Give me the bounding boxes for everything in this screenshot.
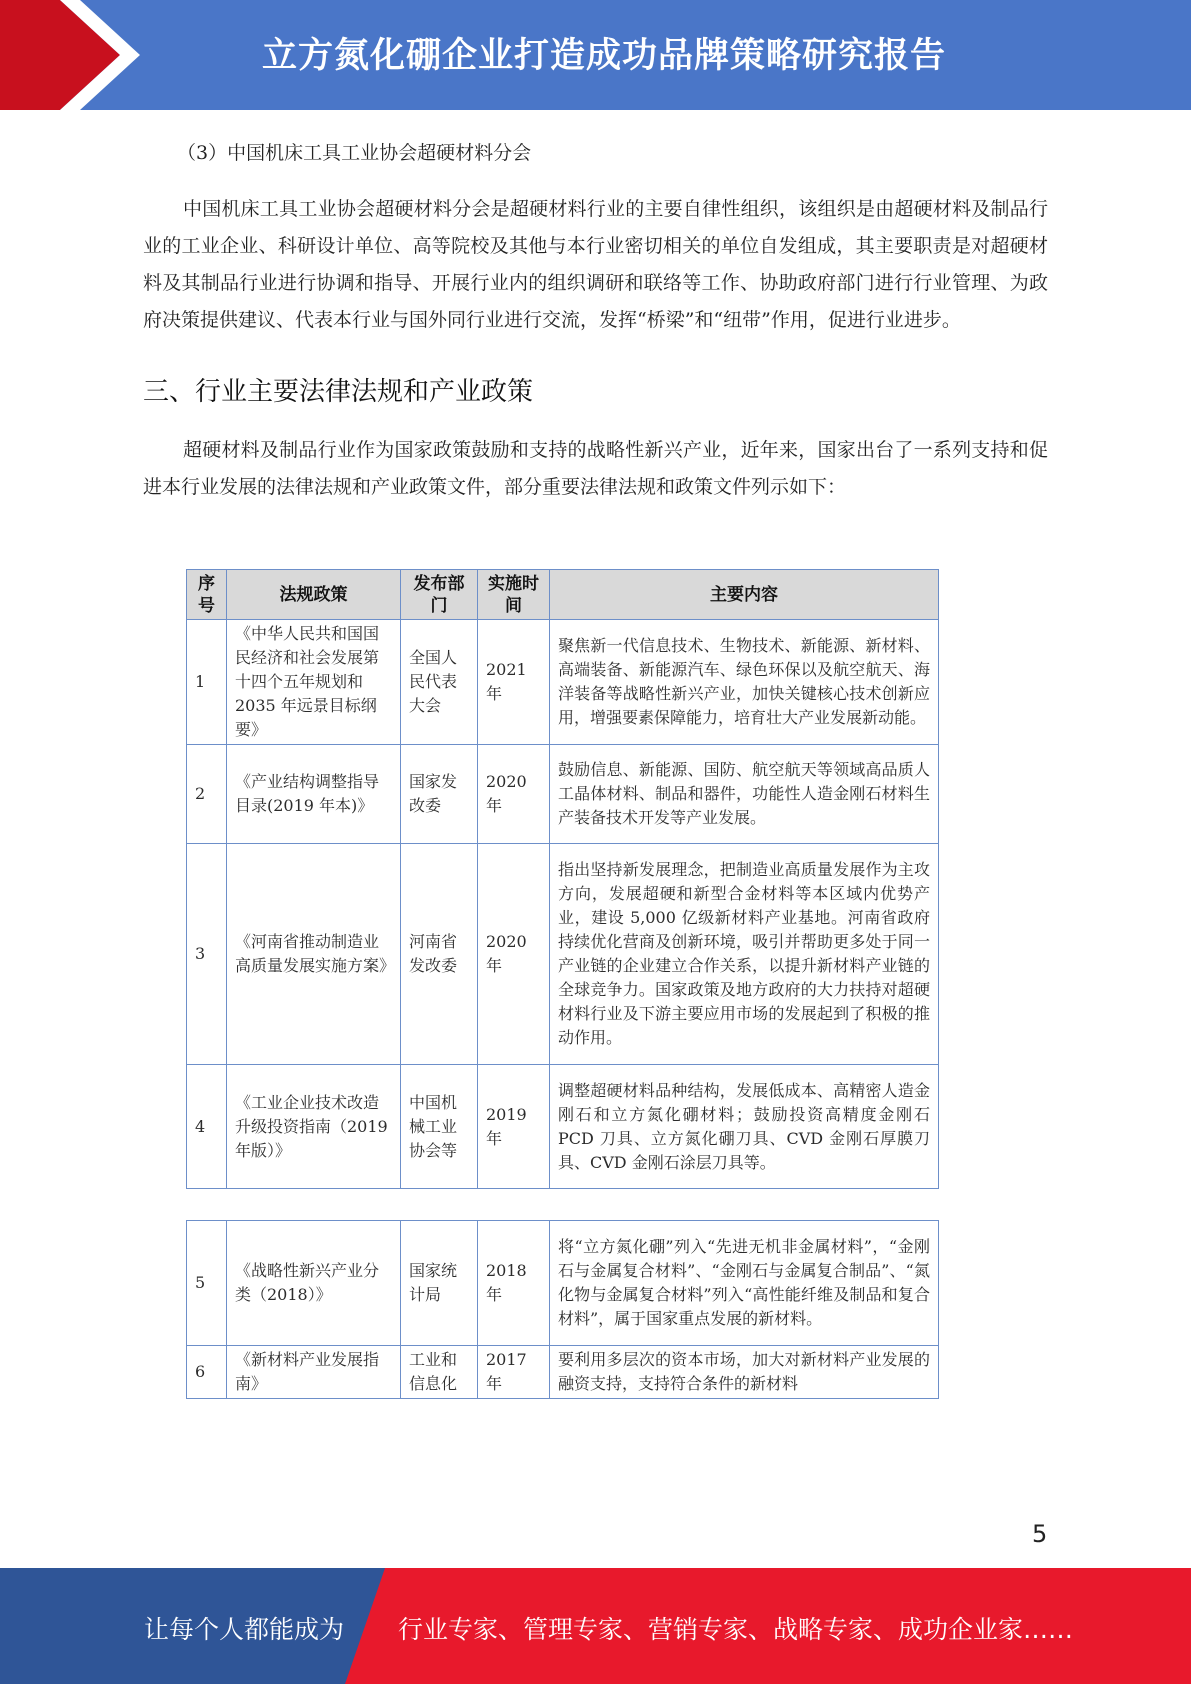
table-row	[187, 1221, 939, 1346]
header-policy: 法规政策	[227, 570, 401, 620]
policy-table	[186, 569, 939, 1189]
row-content: 将“立方氮化硼”列入“先进无机非金属材料”，“金刚石与金属复合材料”、“金刚石与金属复合制品”、“氮化物与金属复合材料”列入“高性能纤维及制品和复合材料”，属于国家重点发展的新材料。	[550, 1221, 939, 1346]
table-row	[187, 1346, 939, 1399]
header-no: 序号	[187, 570, 227, 620]
row-dept: 河南省发改委	[401, 844, 478, 1065]
row-policy: 《产业结构调整指导目录(2019 年本)》	[227, 745, 401, 844]
table-row	[187, 844, 939, 1065]
row-dept: 中国机械工业协会等	[401, 1065, 478, 1189]
row-policy: 《河南省推动制造业高质量发展实施方案》	[227, 844, 401, 1065]
header-content: 主要内容	[550, 570, 939, 620]
header-dept: 发布部门	[401, 570, 478, 620]
row-date: 2020年	[478, 745, 550, 844]
footer-slogan-right: 行业专家、管理专家、营销专家、战略专家、成功企业家……	[398, 1615, 1074, 1644]
page-header	[0, 0, 1191, 110]
row-policy: 《战略性新兴产业分类（2018）》	[227, 1221, 401, 1346]
table-row	[187, 620, 939, 745]
row-no: 4	[187, 1065, 227, 1189]
body-paragraph-2: 超硬材料及制品行业作为国家政策鼓励和支持的战略性新兴产业，近年来，国家出台了一系列支持和促进本行业发展的法律法规和产业政策文件，部分重要法律法规和政策文件列示如下：	[143, 439, 1048, 498]
row-content: 聚焦新一代信息技术、生物技术、新能源、新材料、高端装备、新能源汽车、绿色环保以及航空航天、海洋装备等战略性新兴产业，加快关键核心技术创新应用，增强要素保障能力，培育壮大产业发展新动能。	[550, 620, 939, 745]
table-row	[187, 745, 939, 844]
row-policy: 《工业企业技术改造升级投资指南（2019年版）》	[227, 1065, 401, 1189]
row-no: 6	[187, 1346, 227, 1399]
section-title: 三、行业主要法律法规和产业政策	[143, 377, 534, 407]
page-footer	[0, 1568, 1191, 1684]
table-header-row	[187, 570, 939, 620]
body-paragraph-1: 中国机床工具工业协会超硬材料分会是超硬材料行业的主要自律性组织，该组织是由超硬材料及制品行业的工业企业、科研设计单位、高等院校及其他与本行业密切相关的单位自发组成，其主要职责是对超硬材料及其制品行业进行协调和指导、开展行业内的组织调研和联络等工作、协助政府部门进行行业管理、为政府决策提供建议、代表本行业与国外同行业进行交流，发挥“桥梁”和“纽带”作用，促进行业进步。	[143, 198, 1048, 331]
table-row	[187, 1065, 939, 1189]
row-date: 2018年	[478, 1221, 550, 1346]
header-chevron-decoration	[0, 0, 160, 110]
footer-slogan-left: 让每个人都能成为	[144, 1615, 345, 1644]
policy-table-continued	[186, 1220, 939, 1399]
row-policy: 《中华人民共和国国民经济和社会发展第十四个五年规划和 2035 年远景目标纲要》	[227, 620, 401, 745]
row-date: 2020年	[478, 844, 550, 1065]
row-policy: 《新材料产业发展指南》	[227, 1346, 401, 1399]
row-date: 2017年	[478, 1346, 550, 1399]
row-no: 1	[187, 620, 227, 745]
row-content: 指出坚持新发展理念，把制造业高质量发展作为主攻方向，发展超硬和新型合金材料等本区域内优势产业，建设 5,000 亿级新材料产业基地。河南省政府持续优化营商及创新环境，吸引并帮助更多处于同一产业链的企业建立合作关系，以提升新材料产业链的全球竞争力。国家政策及地方政府的大力扶持对超硬材料行业及下游主要应用市场的发展起到了积极的推动作用。	[550, 844, 939, 1065]
row-dept: 国家发改委	[401, 745, 478, 844]
row-content: 鼓励信息、新能源、国防、航空航天等领域高品质人工晶体材料、制品和器件，功能性人造金刚石材料生产装备技术开发等产业发展。	[550, 745, 939, 844]
header-date: 实施时间	[478, 570, 550, 620]
document-title: 立方氮化硼企业打造成功品牌策略研究报告	[262, 36, 947, 76]
row-dept: 工业和信息化	[401, 1346, 478, 1399]
row-no: 3	[187, 844, 227, 1065]
page-content	[143, 130, 1048, 506]
page-number: 5	[1032, 1520, 1048, 1548]
row-date: 2019年	[478, 1065, 550, 1189]
row-content: 调整超硬材料品种结构，发展低成本、高精密人造金刚石和立方氮化硼材料；鼓励投资高精度金刚石 PCD 刀具、立方氮化硼刀具、CVD 金刚石厚膜刀具、CVD 金刚石涂层刀具等。	[550, 1065, 939, 1189]
row-content: 要利用多层次的资本市场，加大对新材料产业发展的融资支持，支持符合条件的新材料	[550, 1346, 939, 1399]
row-no: 2	[187, 745, 227, 844]
subheading: （3）中国机床工具工业协会超硬材料分会	[177, 142, 532, 164]
row-dept: 国家统计局	[401, 1221, 478, 1346]
row-no: 5	[187, 1221, 227, 1346]
row-dept: 全国人民代表大会	[401, 620, 478, 745]
row-date: 2021年	[478, 620, 550, 745]
